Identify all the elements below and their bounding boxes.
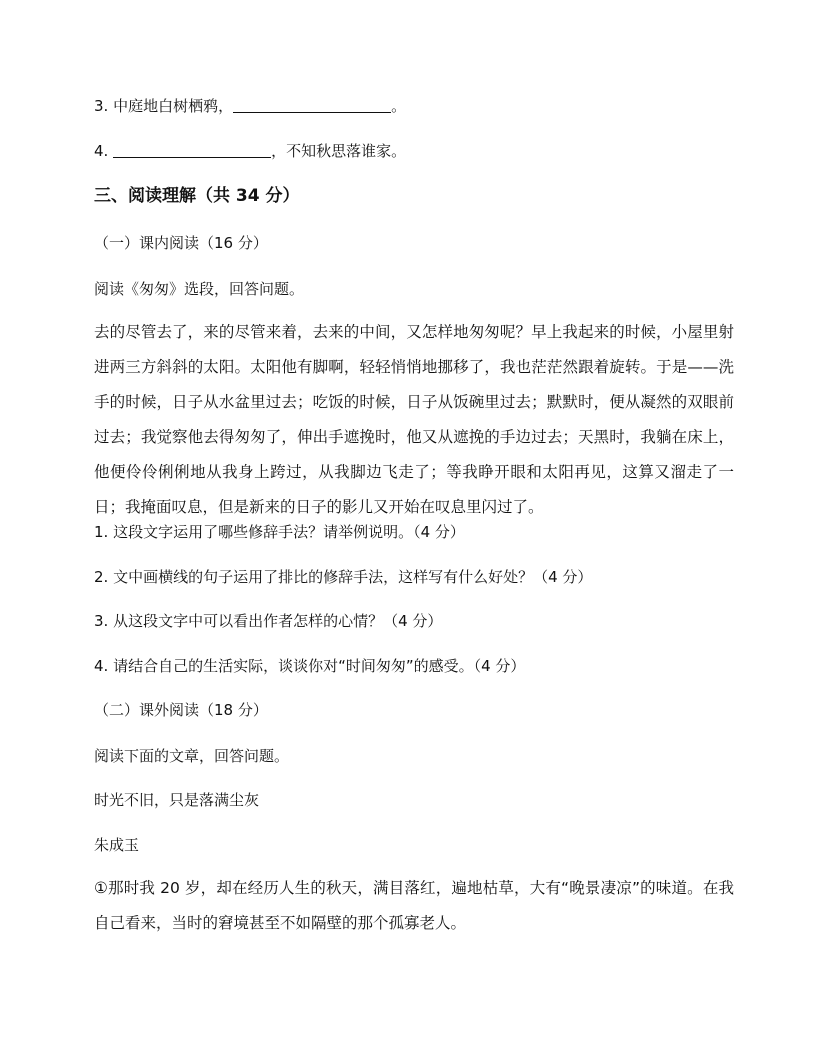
part1-title: （一）课内阅读（16 分） <box>94 234 268 252</box>
question-text-end: 。 <box>391 97 407 115</box>
part1-passage: 去的尽管去了，来的尽管来着，去来的中间，又怎样地匆匆呢？早上我起来的时候，小屋里射进两三方斜斜的太阳。太阳他有脚啊，轻轻悄悄地挪移了，我也茫茫然跟着旋转。于是——洗手的时候，日子从水盆里过去；吃饭的时候，日子从饭碗里过去；默默时，便从凝然的双眼前过去；我觉察他去得匆匆了，伸出手遮挽时，他又从遮挽的手边过去；天黑时，我躺在床上，他便伶伶俐俐地从我身上跨过，从我脚边飞走了；等我睁开眼和太阳再见，这算又溜走了一日；我掩面叹息，但是新来的日子的影儿又开始在叹息里闪过了。 <box>94 323 734 516</box>
question-1: 1. 这段文字运用了哪些修辞手法？请举例说明。（4 分） <box>94 523 465 541</box>
section-heading: 三、阅读理解（共 34 分） <box>94 186 300 206</box>
fill-blank-q3 <box>94 96 406 116</box>
fill-blank-q4 <box>94 141 406 161</box>
article-paragraph-1: ①那时我 20 岁，却在经历人生的秋天，满目落红，遍地枯草，大有“晚景凄凉”的味道。在我自己看来，当时的窘境甚至不如隔壁的那个孤寡老人。 <box>94 879 734 932</box>
question-text-end: ，不知秋思落谁家。 <box>271 142 407 160</box>
answer-blank[interactable] <box>113 143 271 158</box>
part2-title: （二）课外阅读（18 分） <box>94 701 268 719</box>
question-number: 3. <box>94 97 109 115</box>
question-text: 中庭地白树栖鸦， <box>113 97 234 115</box>
question-2: 2. 文中画横线的句子运用了排比的修辞手法，这样写有什么好处？（4 分） <box>94 568 593 586</box>
part2-intro: 阅读下面的文章，回答问题。 <box>94 747 290 765</box>
answer-blank[interactable] <box>233 98 391 113</box>
article-author: 朱成玉 <box>94 836 140 854</box>
question-number: 4. <box>94 142 109 160</box>
article-title: 时光不旧，只是落满尘灰 <box>94 791 260 809</box>
part1-intro: 阅读《匆匆》选段，回答问题。 <box>94 280 305 298</box>
question-4: 4. 请结合自己的生活实际，谈谈你对“时间匆匆”的感受。（4 分） <box>94 657 526 675</box>
question-3: 3. 从这段文字中可以看出作者怎样的心情？（4 分） <box>94 612 443 630</box>
